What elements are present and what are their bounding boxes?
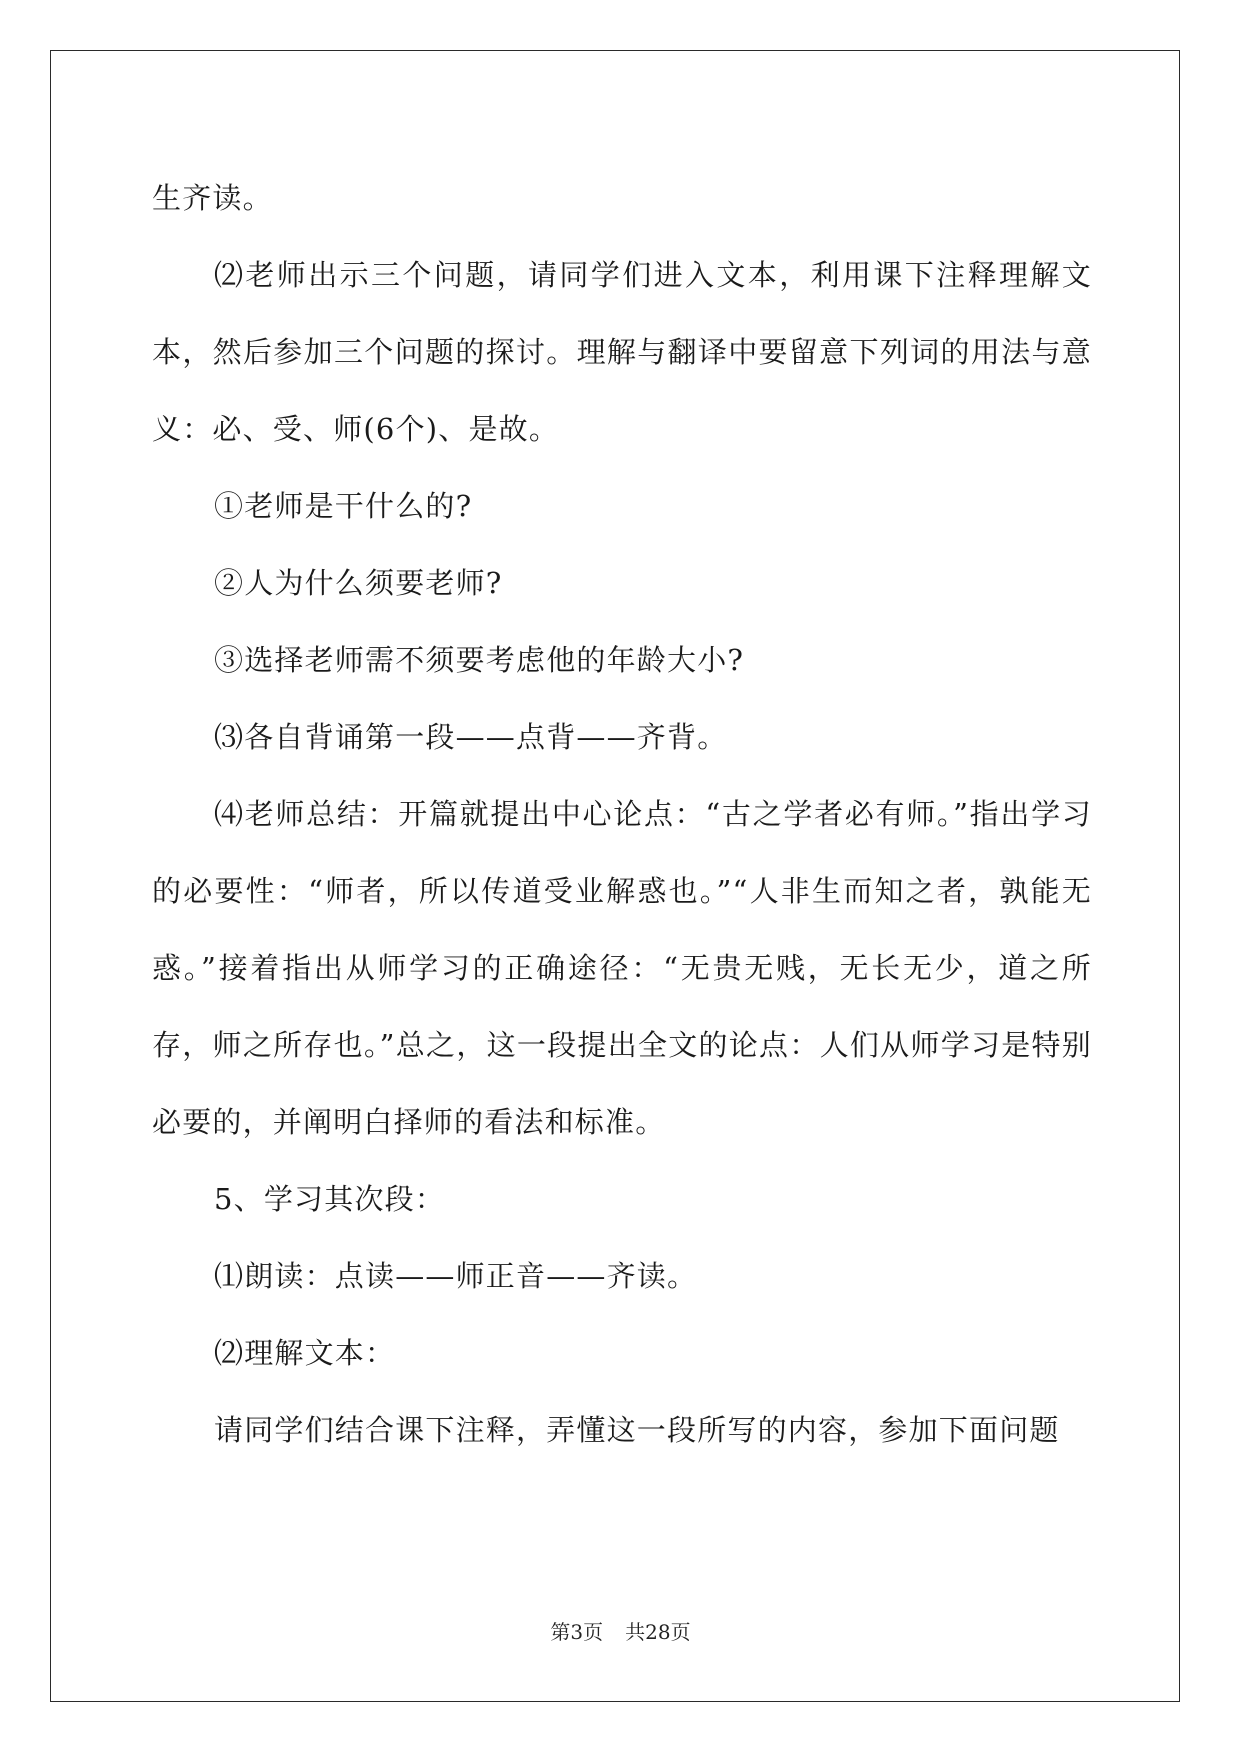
page-number: 第3页 xyxy=(550,1620,604,1644)
question-1: ①老师是干什么的? xyxy=(214,489,473,523)
page-total: 共28页 xyxy=(625,1620,691,1644)
document-body xyxy=(152,160,1092,1469)
paragraph-summary: ⑷老师总结：开篇就提出中心论点：“古之学者必有师。”指出学习的必要性：“师者，所以传道受业解惑也。”“人非生而知之者，孰能无惑。”接着指出从师学习的正确途径：“无贵无贱，无长无少，道之所存，师之所存也。”总之，这一段提出全文的论点：人们从师学习是特别必要的，并阐明白择师的看法和标准。 xyxy=(152,797,1092,1139)
question-3: ③选择老师需不须要考虑他的年龄大小? xyxy=(214,643,745,677)
paragraph-instruction: 请同学们结合课下注释，弄懂这一段所写的内容，参加下面问题 xyxy=(214,1413,1060,1447)
paragraph-read-aloud: ⑴朗读：点读——师正音——齐读。 xyxy=(214,1259,698,1293)
question-2: ②人为什么须要老师? xyxy=(214,566,503,600)
paragraph-continuation: 生齐读。 xyxy=(152,181,273,215)
section-heading: 5、学习其次段： xyxy=(214,1182,446,1216)
page-footer xyxy=(0,1616,1241,1645)
paragraph-question-intro: ⑵老师出示三个问题，请同学们进入文本，利用课下注释理解文本，然后参加三个问题的探讨。理解与翻译中要留意下列词的用法与意义：必、受、师(6个)、是故。 xyxy=(152,258,1092,446)
paragraph-understand: ⑵理解文本： xyxy=(214,1336,396,1370)
paragraph-recite: ⑶各自背诵第一段——点背——齐背。 xyxy=(214,720,728,754)
